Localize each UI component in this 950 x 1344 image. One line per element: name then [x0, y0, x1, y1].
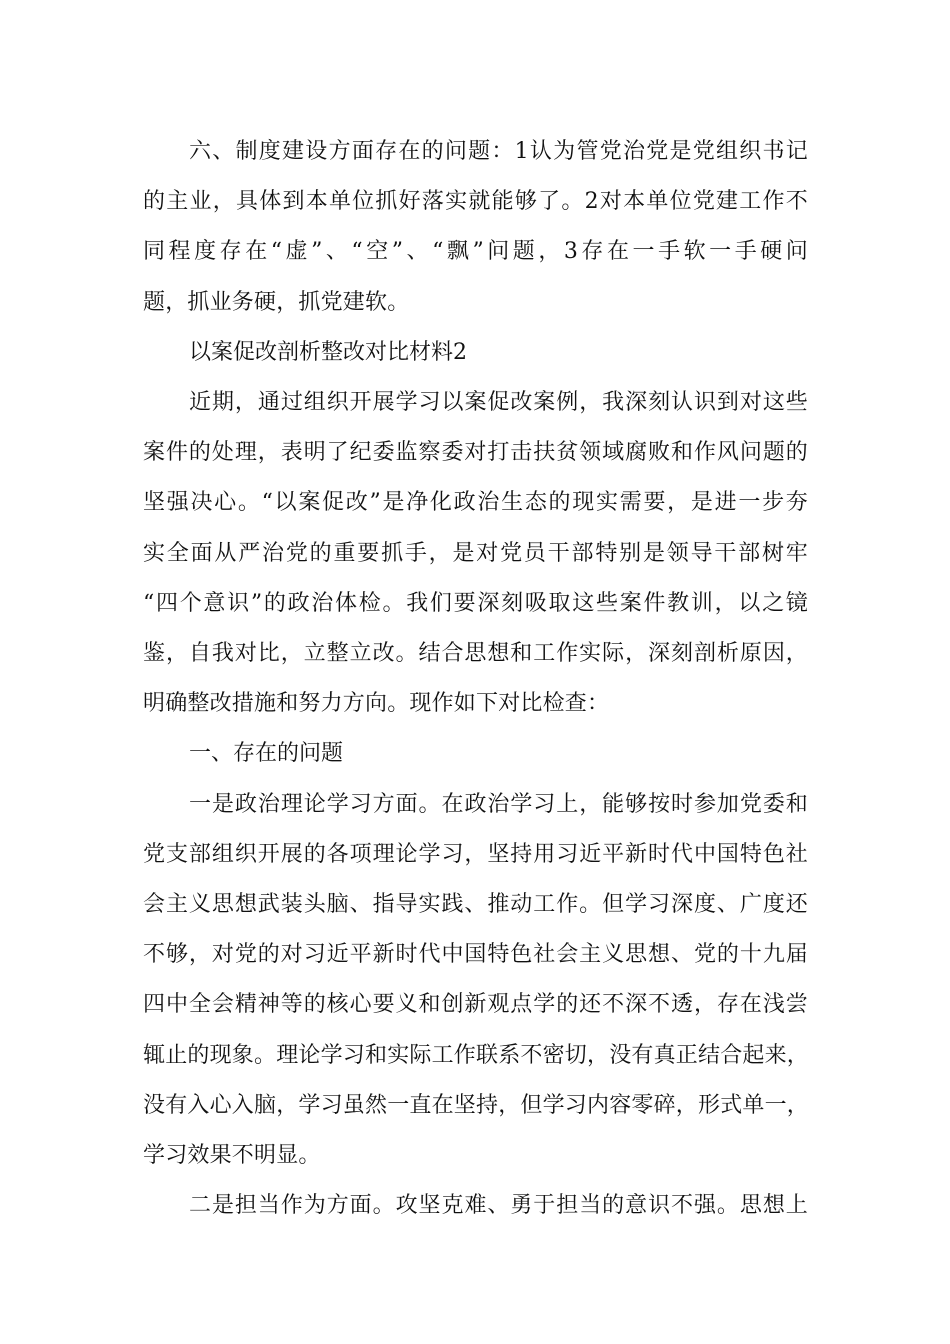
section-title-material-2: 以案促改剖析整改对比材料2 [189, 339, 467, 365]
text-line: 明确整改措施和努力方向。现作如下对比检查： [143, 691, 610, 717]
text-line: 二是担当作为方面。攻坚克难、勇于担当的意识不强。思想上 [189, 1193, 808, 1219]
text-line: 辄止的现象。理论学习和实际工作联系不密切，没有真正结合起来， [143, 1042, 810, 1068]
document-body [143, 127, 808, 1231]
text-line: 坚强决心。“以案促改”是净化政治生态的现实需要，是进一步夯 [143, 490, 808, 516]
text-line: “四个意识”的政治体检。我们要深刻吸取这些案件教训，以之镜 [143, 590, 808, 616]
paragraph-system-building-issues [143, 127, 808, 328]
section-heading-existing-problems: 一、存在的问题 [189, 741, 344, 767]
paragraph-political-theory-study [143, 780, 808, 1182]
text-line: 六、制度建设方面存在的问题：1认为管党治党是党组织书记 [189, 139, 808, 164]
text-line: 学习效果不明显。 [143, 1143, 321, 1169]
text-line: 题，抓业务硬，抓党建软。 [143, 289, 410, 315]
text-line: 不够，对党的对习近平新时代中国特色社会主义思想、党的十九届 [143, 942, 808, 968]
paragraph-introduction [143, 378, 808, 729]
text-line: 的主业，具体到本单位抓好落实就能够了。2对本单位党建工作不 [143, 189, 808, 215]
text-line: 没有入心入脑，学习虽然一直在坚持，但学习内容零碎，形式单一， [143, 1092, 810, 1118]
text-line: 近期，通过组织开展学习以案促改案例，我深刻认识到对这些 [189, 390, 808, 416]
text-line: 实全面从严治党的重要抓手，是对党员干部特别是领导干部树牢 [143, 540, 808, 566]
text-line: 鉴，自我对比，立整立改。结合思想和工作实际，深刻剖析原因， [143, 641, 808, 667]
text-line: 案件的处理，表明了纪委监察委对打击扶贫领域腐败和作风问题的 [143, 440, 808, 466]
text-line: 会主义思想武装头脑、指导实践、推动工作。但学习深度、广度还 [143, 892, 808, 918]
paragraph-responsibility [143, 1181, 808, 1231]
text-line: 党支部组织开展的各项理论学习，坚持用习近平新时代中国特色社 [143, 841, 808, 867]
text-line: 四中全会精神等的核心要义和创新观点学的还不深不透，存在浅尝 [143, 992, 808, 1018]
text-line: 同程度存在“虚”、“空”、“飘”问题，3存在一手软一手硬问 [143, 239, 808, 265]
text-line: 一是政治理论学习方面。在政治学习上，能够按时参加党委和 [189, 791, 808, 817]
